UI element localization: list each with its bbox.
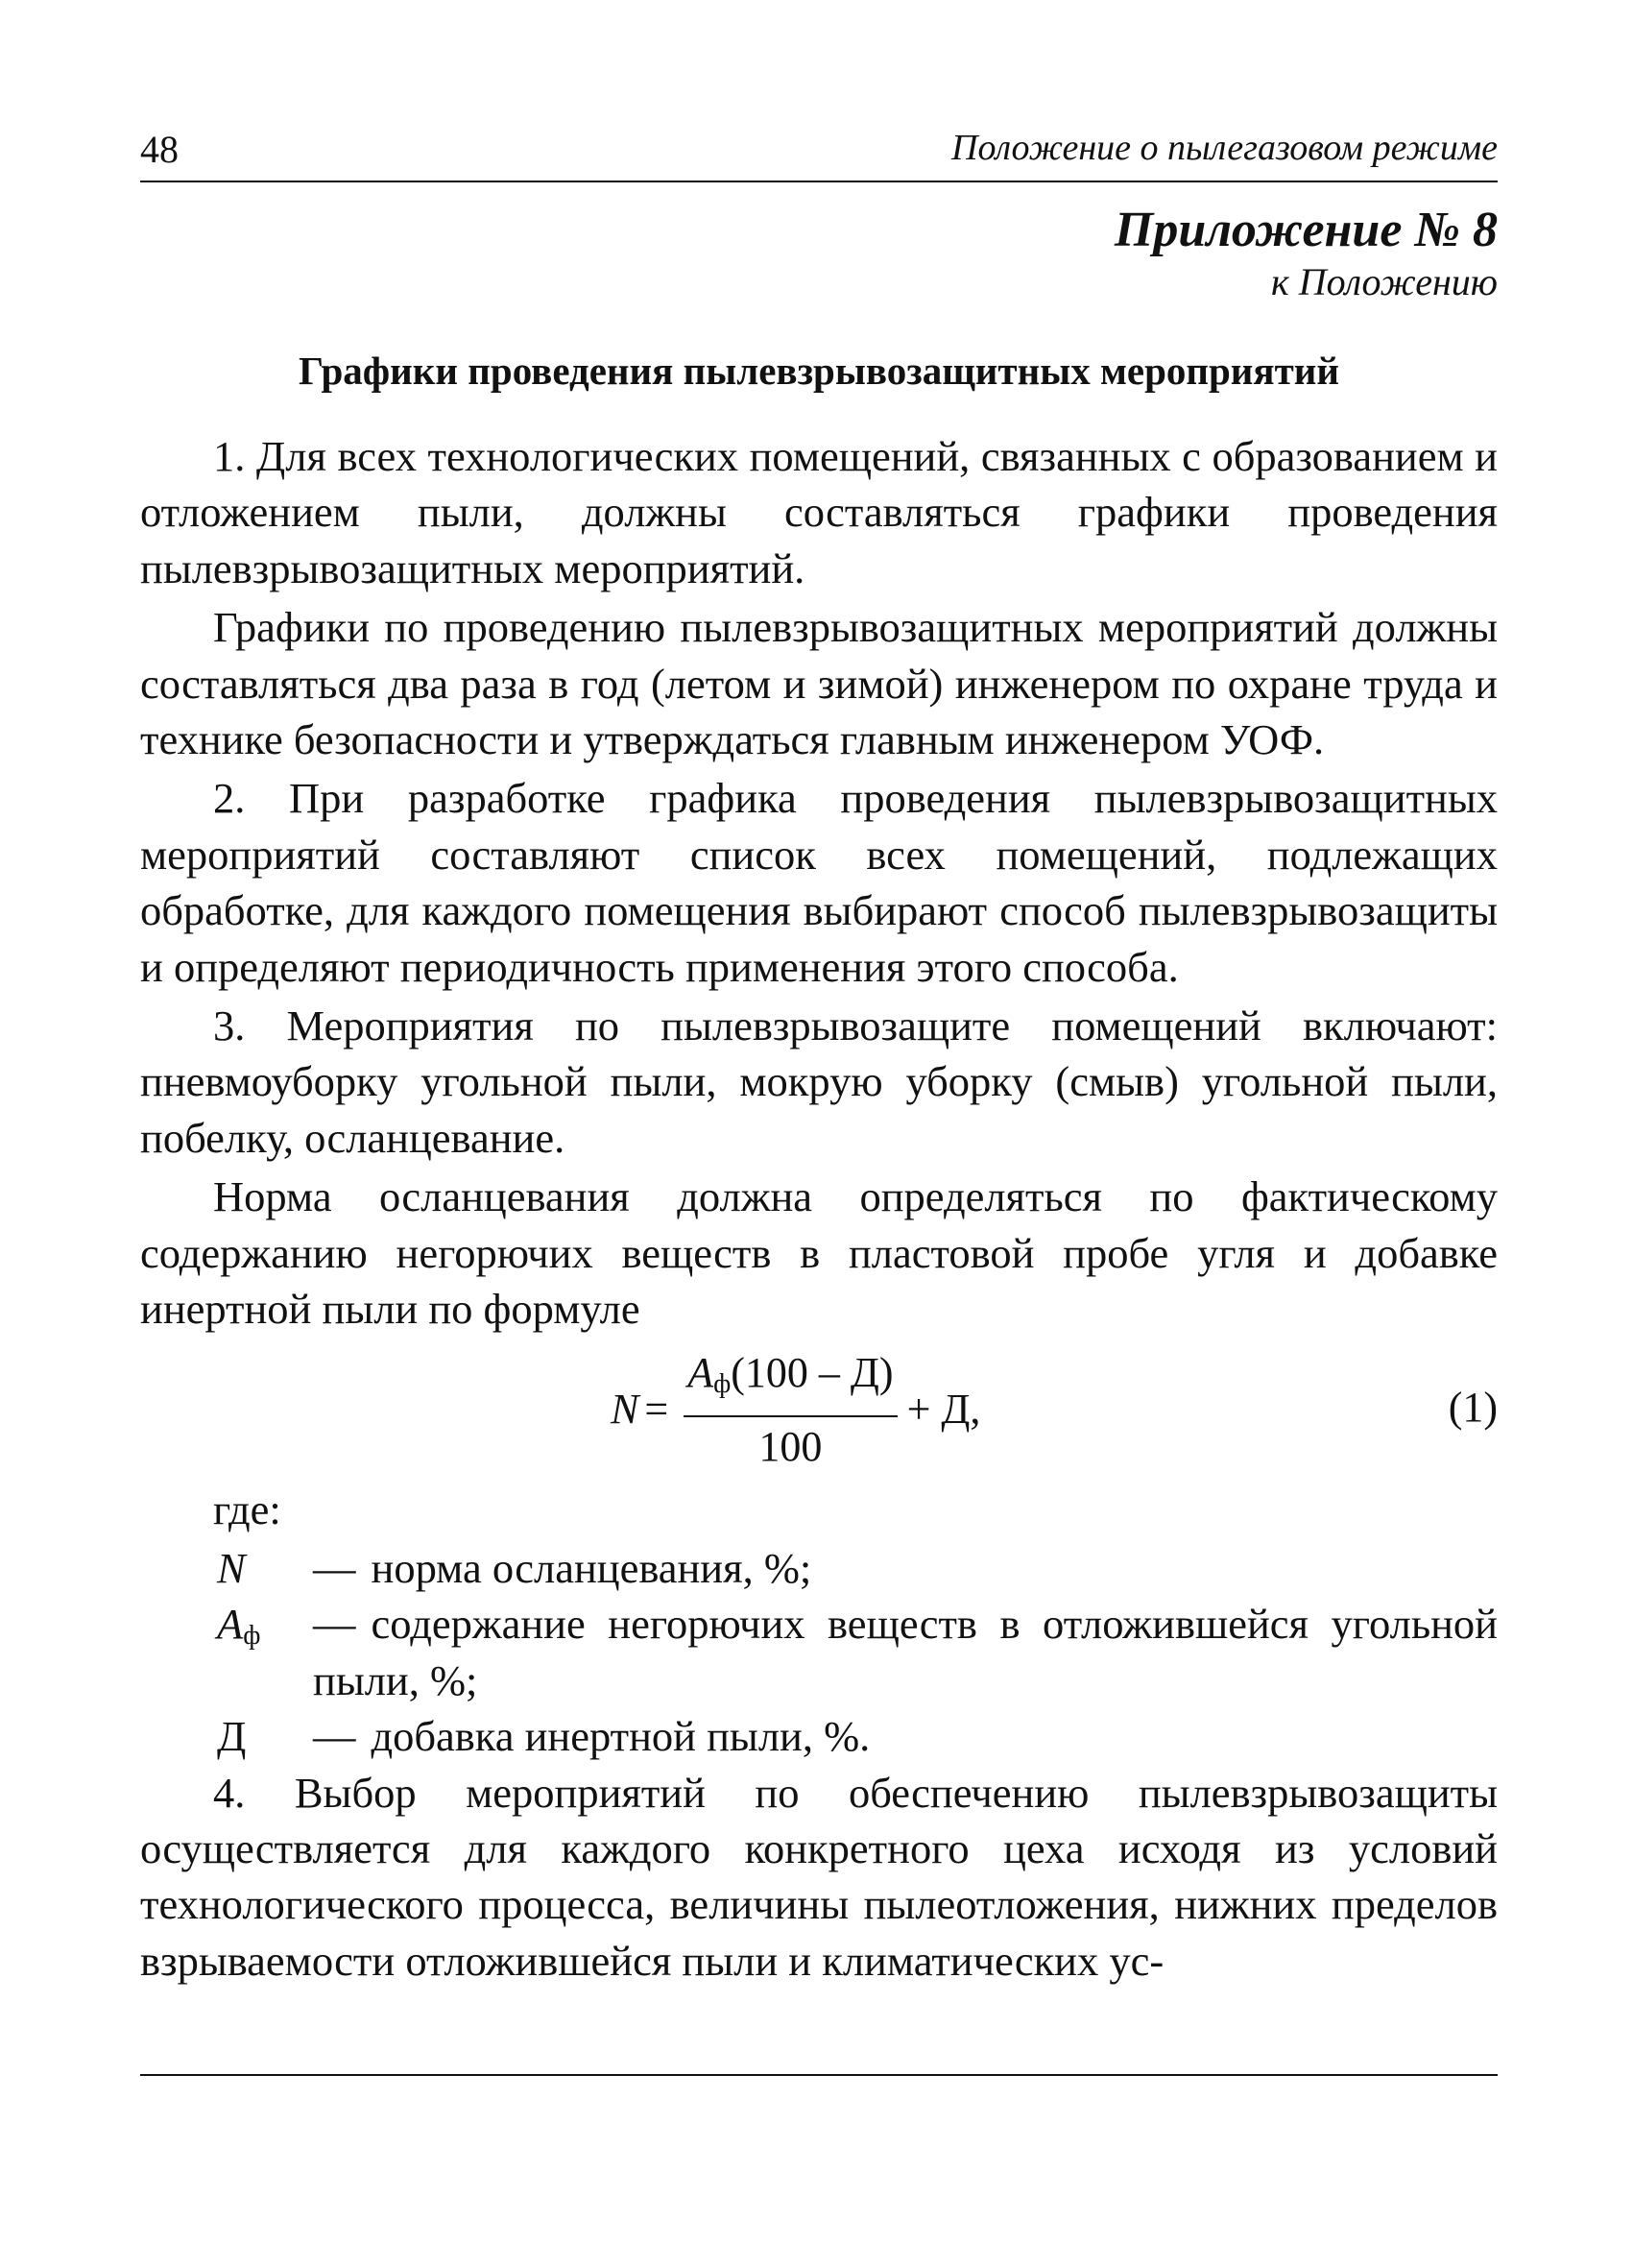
formula-equals: = [644, 1386, 669, 1434]
paragraph-4: 3. Мероприятия по пылевзрывозащите помещений включают: пневмоуборку угольной пыли, мокрую уборку (смыв) угольной пыли, побелку, осланцевание. [140, 1001, 1498, 1162]
formula [611, 1343, 980, 1478]
page-header [140, 127, 1498, 182]
body-text [140, 428, 1498, 1991]
formula-fraction [684, 1345, 897, 1475]
formula-num-expr: (100 – Д) [731, 1349, 894, 1397]
definition-item [217, 1540, 1498, 1596]
definition-item [217, 1708, 1498, 1764]
formula-lhs: N [611, 1386, 639, 1434]
equation-number: (1) [1448, 1383, 1498, 1431]
formula-row [140, 1343, 1498, 1478]
definition-text: — содержание негорючих веществ в отложившейся угольной пыли, %; [313, 1600, 1498, 1704]
page-number: 48 [140, 128, 179, 171]
paragraph-6: 4. Выбор мероприятий по обеспечению пылевзрывозащиты осуществляется для каждого конкретного цеха исходя из условий технологического процесса, величины пылеотложения, нижних пределов взрываемости отложившейся пыли и климатических ус- [140, 1768, 1498, 1985]
running-title: Положение о пылегазовом режиме [951, 128, 1498, 168]
definition-text: — добавка инертной пыли, %. [313, 1712, 871, 1761]
definition-item [217, 1596, 1498, 1708]
formula-num-sub: ф [713, 1369, 732, 1400]
formula-numerator [684, 1345, 897, 1416]
paragraph-3: 2. При разработке графика проведения пылевзрывозащитных мероприятий составляют список всех помещений, подлежащих обработке, для каждого помещения выбирают способ пылевзрывозащиты и определяют периодичность применения этого способа. [140, 774, 1498, 991]
footer-rule [140, 2074, 1498, 2076]
formula-tail: + Д, [906, 1386, 981, 1434]
definition-symbol: Д [217, 1712, 247, 1761]
appendix-subtitle: к Положению [1270, 260, 1498, 303]
document-title: Графики проведения пылевзрывозащитных мероприятий [298, 349, 1340, 393]
definition-text: — норма осланцевания, %; [313, 1543, 812, 1592]
paragraph-5: Норма осланцевания должна определяться по фактическому содержанию негорючих веществ в пластовой пробе угля и добавке инертной пыли по формуле [140, 1172, 1498, 1334]
where-label: где: [213, 1484, 281, 1533]
formula-denominator: 100 [758, 1422, 823, 1470]
paragraph-2: Графики по проведению пылевзрывозащитных мероприятий должны составляться два раза в год (летом и зимой) инженером по охране труда и технике безопасности и утверждаться главным инженером УОФ. [140, 603, 1498, 764]
definition-symbol: N [217, 1543, 246, 1592]
formula-num-var: A [687, 1349, 714, 1397]
paragraph-1: 1. Для всех технологических помещений, связанных с образованием и отложением пыли, должны составляться графики проведения пылевзрывозащитных мероприятий. [140, 432, 1498, 592]
appendix-title: Приложение № 8 [1114, 203, 1498, 257]
definition-symbol: $A_ф$ [217, 1600, 261, 1652]
